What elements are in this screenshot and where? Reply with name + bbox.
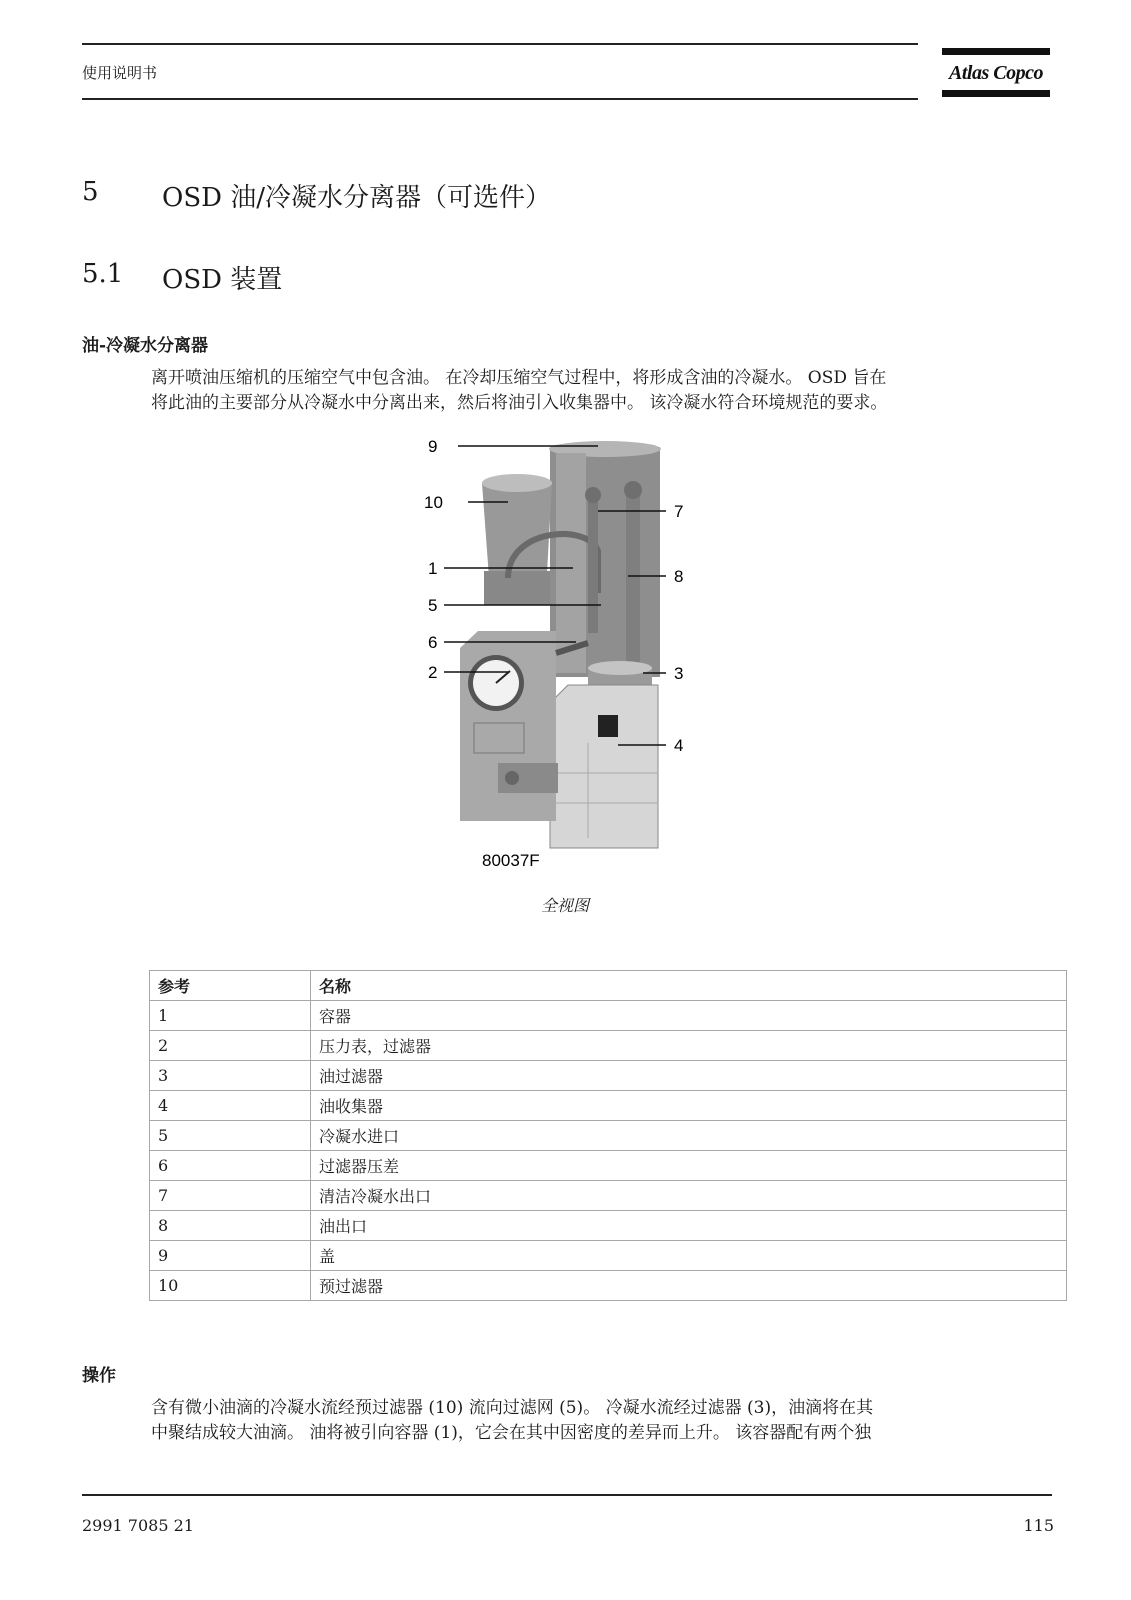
callout-7: 7 xyxy=(674,502,684,521)
callout-10: 10 xyxy=(424,493,443,512)
figure-code: 80037F xyxy=(482,851,540,870)
table-row xyxy=(150,1211,1067,1241)
osd-unit-figure xyxy=(424,437,698,873)
footer-doc-number: 2991 7085 21 xyxy=(82,1516,194,1535)
table-row xyxy=(150,1001,1067,1031)
section-title: OSD 油/冷凝水分离器（可选件） xyxy=(162,183,551,213)
header-bottom-rule xyxy=(82,98,918,100)
operation-paragraph-line: 中聚结成较大油滴。 油将被引向容器 (1)，它会在其中因密度的差异而上升。 该容器配有两个独 xyxy=(151,1423,872,1443)
separator-paragraph-line: 将此油的主要部分从冷凝水中分离出来，然后将油引入收集器中。 该冷凝水符合环境规范的要求。 xyxy=(151,393,888,413)
name-cell: 过滤器压差 xyxy=(311,1151,1067,1181)
name-cell: 盖 xyxy=(311,1241,1067,1271)
figure-caption: 全视图 xyxy=(540,896,589,915)
footer-rule xyxy=(82,1494,1052,1496)
subsection-title: OSD 装置 xyxy=(162,265,283,295)
column-header-ref: 参考 xyxy=(150,971,311,1001)
ref-cell: 10 xyxy=(150,1271,311,1301)
name-cell: 油收集器 xyxy=(311,1091,1067,1121)
name-cell: 预过滤器 xyxy=(311,1271,1067,1301)
column-header-name: 名称 xyxy=(311,971,1067,1001)
name-cell: 油过滤器 xyxy=(311,1061,1067,1091)
footer-page-number: 115 xyxy=(1023,1516,1054,1535)
table-row xyxy=(150,1151,1067,1181)
operation-heading: 操作 xyxy=(82,1366,116,1386)
name-cell: 清洁冷凝水出口 xyxy=(311,1181,1067,1211)
callout-5: 5 xyxy=(428,596,438,615)
header-top-rule xyxy=(82,43,918,45)
table-row xyxy=(150,1031,1067,1061)
ref-cell: 1 xyxy=(150,1001,311,1031)
ref-cell: 9 xyxy=(150,1241,311,1271)
callout-2: 2 xyxy=(428,663,438,682)
ref-cell: 5 xyxy=(150,1121,311,1151)
callout-4: 4 xyxy=(674,736,684,755)
separator-heading: 油-冷凝水分离器 xyxy=(82,336,209,356)
callout-8: 8 xyxy=(674,567,684,586)
table-row xyxy=(150,1091,1067,1121)
separator-paragraph-line: 离开喷油压缩机的压缩空气中包含油。 在冷却压缩空气过程中，将形成含油的冷凝水。 OSD 旨在 xyxy=(151,368,887,388)
callout-9: 9 xyxy=(428,437,438,456)
table-row xyxy=(150,1271,1067,1301)
table-row xyxy=(150,1061,1067,1091)
operation-paragraph-line: 含有微小油滴的冷凝水流经预过滤器 (10) 流向过滤网 (5)。 冷凝水流经过滤器 (3)，油滴将在其 xyxy=(151,1398,874,1418)
ref-cell: 7 xyxy=(150,1181,311,1211)
callout-6: 6 xyxy=(428,633,438,652)
name-cell: 油出口 xyxy=(311,1211,1067,1241)
ref-cell: 4 xyxy=(150,1091,311,1121)
table-row xyxy=(150,1121,1067,1151)
name-cell: 容器 xyxy=(311,1001,1067,1031)
callout-3: 3 xyxy=(674,664,684,683)
section-number: 5 xyxy=(82,177,99,207)
logo-text: Atlas Copco xyxy=(949,62,1043,84)
ref-cell: 8 xyxy=(150,1211,311,1241)
ref-cell: 3 xyxy=(150,1061,311,1091)
ref-cell: 6 xyxy=(150,1151,311,1181)
ref-cell: 2 xyxy=(150,1031,311,1061)
table-row xyxy=(150,1241,1067,1271)
name-cell: 压力表，过滤器 xyxy=(311,1031,1067,1061)
table-row xyxy=(150,1181,1067,1211)
name-cell: 冷凝水进口 xyxy=(311,1121,1067,1151)
table-header-row xyxy=(150,971,1067,1001)
subsection-number: 5.1 xyxy=(82,259,124,289)
atlas-copco-logo xyxy=(942,48,1050,98)
header-title: 使用说明书 xyxy=(82,64,158,82)
reference-table xyxy=(149,970,1067,1301)
callout-1: 1 xyxy=(428,559,438,578)
